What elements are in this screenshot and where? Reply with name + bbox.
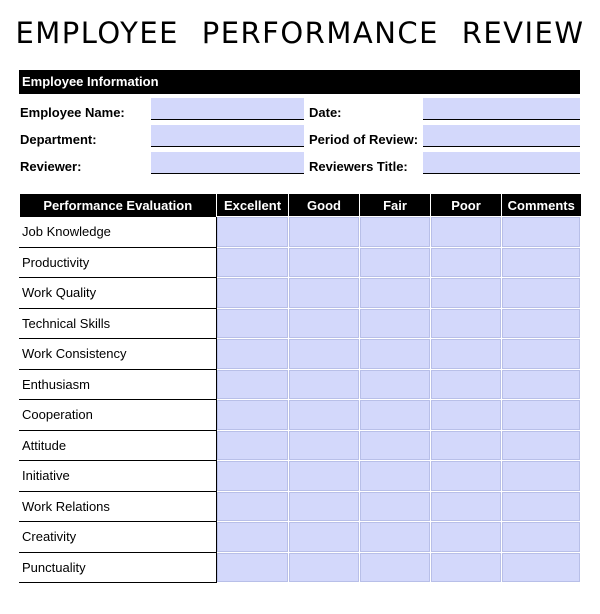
rating-cell-excellent[interactable] bbox=[217, 369, 289, 400]
rating-cell-good[interactable] bbox=[289, 491, 360, 522]
comments-cell[interactable] bbox=[502, 278, 581, 309]
criterion-label: Punctuality bbox=[20, 552, 217, 583]
rating-cell-poor[interactable] bbox=[431, 308, 502, 339]
title-word-2: PERFORMANCE bbox=[201, 16, 439, 50]
performance-evaluation-table bbox=[19, 194, 581, 583]
rating-cell-poor[interactable] bbox=[431, 339, 502, 370]
comments-cell[interactable] bbox=[502, 339, 581, 370]
rating-cell-poor[interactable] bbox=[431, 491, 502, 522]
employee-name-label: Employee Name: bbox=[20, 105, 125, 120]
criterion-label: Enthusiasm bbox=[20, 369, 217, 400]
comments-cell[interactable] bbox=[502, 522, 581, 553]
column-header-excellent: Excellent bbox=[217, 194, 289, 217]
rating-cell-good[interactable] bbox=[289, 461, 360, 492]
table-row bbox=[20, 369, 581, 400]
rating-cell-poor[interactable] bbox=[431, 217, 502, 248]
criterion-label: Work Consistency bbox=[20, 339, 217, 370]
rating-cell-good[interactable] bbox=[289, 400, 360, 431]
page-title bbox=[0, 16, 600, 50]
rating-cell-good[interactable] bbox=[289, 369, 360, 400]
table-row bbox=[20, 308, 581, 339]
rating-cell-excellent[interactable] bbox=[217, 308, 289, 339]
period-of-review-field[interactable] bbox=[423, 125, 580, 147]
comments-cell[interactable] bbox=[502, 491, 581, 522]
table-row bbox=[20, 278, 581, 309]
rating-cell-fair[interactable] bbox=[360, 247, 431, 278]
period-of-review-label: Period of Review: bbox=[309, 132, 419, 147]
rating-cell-excellent[interactable] bbox=[217, 278, 289, 309]
criterion-label: Initiative bbox=[20, 461, 217, 492]
comments-cell[interactable] bbox=[502, 247, 581, 278]
rating-cell-good[interactable] bbox=[289, 308, 360, 339]
rating-cell-poor[interactable] bbox=[431, 430, 502, 461]
rating-cell-good[interactable] bbox=[289, 552, 360, 583]
reviewers-title-field[interactable] bbox=[423, 152, 580, 174]
title-word-1: EMPLOYEE bbox=[15, 16, 179, 50]
rating-cell-excellent[interactable] bbox=[217, 247, 289, 278]
rating-cell-fair[interactable] bbox=[360, 278, 431, 309]
date-label: Date: bbox=[309, 105, 342, 120]
rating-cell-poor[interactable] bbox=[431, 278, 502, 309]
rating-cell-good[interactable] bbox=[289, 339, 360, 370]
table-row bbox=[20, 430, 581, 461]
reviewer-field[interactable] bbox=[151, 152, 304, 174]
date-field[interactable] bbox=[423, 98, 580, 120]
table-row bbox=[20, 217, 581, 248]
criterion-label: Work Relations bbox=[20, 491, 217, 522]
comments-cell[interactable] bbox=[502, 400, 581, 431]
comments-cell[interactable] bbox=[502, 552, 581, 583]
table-row bbox=[20, 491, 581, 522]
comments-cell[interactable] bbox=[502, 430, 581, 461]
rating-cell-fair[interactable] bbox=[360, 461, 431, 492]
rating-cell-poor[interactable] bbox=[431, 247, 502, 278]
rating-cell-excellent[interactable] bbox=[217, 400, 289, 431]
rating-cell-excellent[interactable] bbox=[217, 522, 289, 553]
criterion-label: Work Quality bbox=[20, 278, 217, 309]
rating-cell-excellent[interactable] bbox=[217, 552, 289, 583]
rating-cell-fair[interactable] bbox=[360, 522, 431, 553]
criterion-label: Creativity bbox=[20, 522, 217, 553]
criterion-label: Cooperation bbox=[20, 400, 217, 431]
department-field[interactable] bbox=[151, 125, 304, 147]
column-header-fair: Fair bbox=[360, 194, 431, 217]
rating-cell-poor[interactable] bbox=[431, 369, 502, 400]
criterion-label: Technical Skills bbox=[20, 308, 217, 339]
comments-cell[interactable] bbox=[502, 217, 581, 248]
reviewer-label: Reviewer: bbox=[20, 159, 82, 174]
rating-cell-excellent[interactable] bbox=[217, 491, 289, 522]
rating-cell-fair[interactable] bbox=[360, 430, 431, 461]
rating-cell-good[interactable] bbox=[289, 247, 360, 278]
rating-cell-fair[interactable] bbox=[360, 491, 431, 522]
rating-cell-good[interactable] bbox=[289, 522, 360, 553]
rating-cell-good[interactable] bbox=[289, 430, 360, 461]
table-header-row bbox=[20, 194, 581, 217]
title-word-3: REVIEW bbox=[461, 16, 585, 50]
rating-cell-fair[interactable] bbox=[360, 369, 431, 400]
rating-cell-excellent[interactable] bbox=[217, 461, 289, 492]
rating-cell-poor[interactable] bbox=[431, 552, 502, 583]
rating-cell-fair[interactable] bbox=[360, 552, 431, 583]
rating-cell-fair[interactable] bbox=[360, 308, 431, 339]
column-header-good: Good bbox=[289, 194, 360, 217]
employee-name-field[interactable] bbox=[151, 98, 304, 120]
rating-cell-excellent[interactable] bbox=[217, 339, 289, 370]
table-row bbox=[20, 400, 581, 431]
rating-cell-excellent[interactable] bbox=[217, 430, 289, 461]
rating-cell-good[interactable] bbox=[289, 217, 360, 248]
criterion-label: Job Knowledge bbox=[20, 217, 217, 248]
rating-cell-poor[interactable] bbox=[431, 461, 502, 492]
table-row bbox=[20, 552, 581, 583]
comments-cell[interactable] bbox=[502, 308, 581, 339]
comments-cell[interactable] bbox=[502, 369, 581, 400]
comments-cell[interactable] bbox=[502, 461, 581, 492]
rating-cell-fair[interactable] bbox=[360, 339, 431, 370]
criterion-label: Attitude bbox=[20, 430, 217, 461]
employee-info-header: Employee Information bbox=[19, 70, 580, 94]
department-label: Department: bbox=[20, 132, 97, 147]
reviewers-title-label: Reviewers Title: bbox=[309, 159, 408, 174]
column-header-comments: Comments bbox=[502, 194, 581, 217]
rating-cell-fair[interactable] bbox=[360, 217, 431, 248]
table-row bbox=[20, 461, 581, 492]
column-header-poor: Poor bbox=[431, 194, 502, 217]
rating-cell-excellent[interactable] bbox=[217, 217, 289, 248]
table-row bbox=[20, 339, 581, 370]
rating-cell-poor[interactable] bbox=[431, 400, 502, 431]
rating-cell-poor[interactable] bbox=[431, 522, 502, 553]
criterion-label: Productivity bbox=[20, 247, 217, 278]
rating-cell-fair[interactable] bbox=[360, 400, 431, 431]
table-row bbox=[20, 247, 581, 278]
table-row bbox=[20, 522, 581, 553]
rating-cell-good[interactable] bbox=[289, 278, 360, 309]
column-header-criteria: Performance Evaluation bbox=[20, 194, 217, 217]
